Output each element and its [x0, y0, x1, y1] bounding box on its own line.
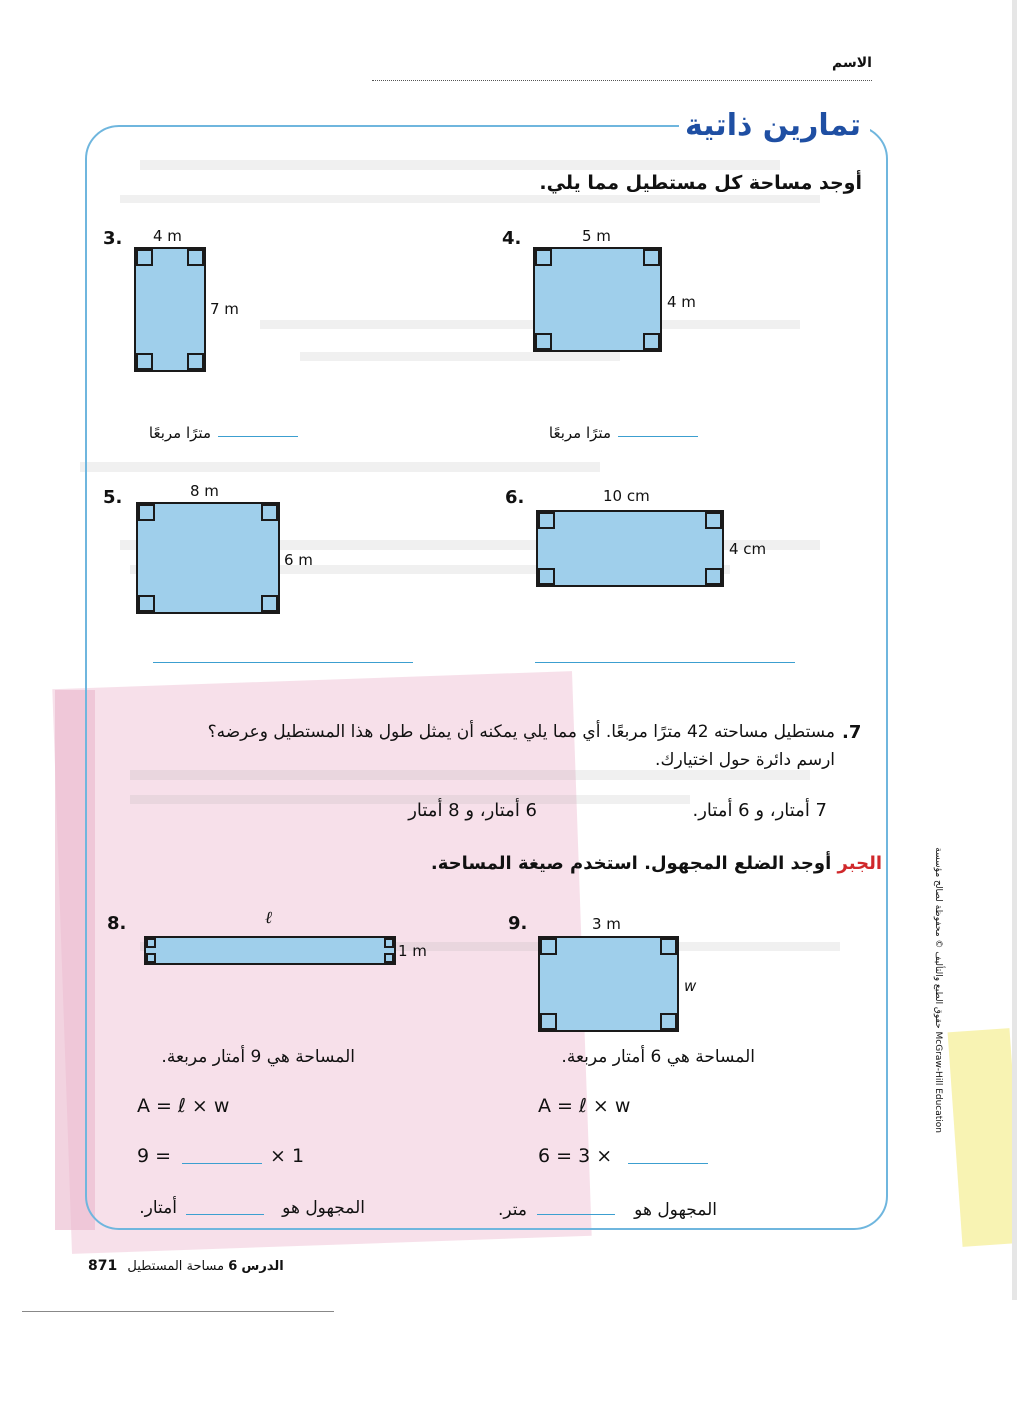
p8-equation-right: × 1	[270, 1145, 305, 1167]
p9-width-label: w	[684, 977, 697, 995]
p8-equation-blank[interactable]	[182, 1163, 262, 1164]
right-angle-mark	[705, 568, 722, 585]
algebra-heading	[431, 853, 882, 874]
problem-number-9: 9.	[508, 913, 528, 934]
right-angle-mark	[146, 953, 156, 963]
p3-unit: مترًا مربعًا	[148, 424, 211, 442]
p9-area-text: المساحة هي 6 أمتار مربعة.	[561, 1047, 755, 1067]
right-angle-mark	[643, 249, 660, 266]
right-angle-mark	[384, 953, 394, 963]
problem-number-5: 5.	[103, 487, 123, 508]
right-angle-mark	[136, 249, 153, 266]
p9-unknown-blank[interactable]	[537, 1214, 615, 1215]
p8-equation-left: 9 =	[137, 1145, 172, 1167]
p8-unknown-label: المجهول هو	[282, 1198, 365, 1218]
right-angle-mark	[538, 512, 555, 529]
lesson-number: 6	[228, 1259, 238, 1274]
right-angle-mark	[660, 938, 677, 955]
algebra-instruction: أوجد الضلع المجهول. استخدم صيغة المساحة.	[430, 853, 832, 874]
problem-number-3: 3.	[103, 228, 123, 249]
p7-question-line2: ارسم دائرة حول اختيارك.	[655, 750, 835, 770]
p8-area-text: المساحة هي 9 أمتار مربعة.	[161, 1047, 355, 1067]
right-scan-edge	[1012, 0, 1017, 1300]
side-credit: McGraw-Hill Education حقوق الطبع والتأليف © محفوظة لصالح مؤسسة	[933, 847, 943, 1133]
right-angle-mark	[138, 504, 155, 521]
lesson-title: مساحة المستطيل	[127, 1259, 225, 1274]
right-angle-mark	[146, 938, 156, 948]
p3-rectangle	[134, 247, 206, 372]
page-footer	[88, 1258, 284, 1274]
p9-equation-blank[interactable]	[628, 1163, 708, 1164]
p7-question-line1: مستطيل مساحته 42 مترًا مربعًا. أي مما يلي يمكنه أن يمثل طول هذا المستطيل وعرضه؟	[207, 722, 835, 742]
p6-height-label: 4 cm	[729, 540, 767, 558]
right-angle-mark	[540, 1013, 557, 1030]
problem-number-4: 4.	[502, 228, 522, 249]
p9-unknown-unit: متر.	[497, 1200, 527, 1220]
p6-rectangle	[536, 510, 724, 587]
right-angle-mark	[136, 353, 153, 370]
right-angle-mark	[643, 333, 660, 350]
instruction: أوجد مساحة كل مستطيل مما يلي.	[539, 172, 862, 194]
section-title: تمارين ذاتية	[679, 108, 867, 143]
lesson-word: الدرس	[241, 1259, 284, 1274]
right-angle-mark	[187, 353, 204, 370]
p6-answer-blank[interactable]	[535, 662, 795, 663]
page-number: 871	[88, 1258, 118, 1274]
p8-width-label: 1 m	[398, 942, 427, 960]
right-angle-mark	[261, 595, 278, 612]
p9-equation-left: 6 = 3 ×	[538, 1145, 613, 1167]
name-label: الاسم	[832, 55, 872, 71]
p4-answer-blank[interactable]	[618, 436, 698, 437]
right-angle-mark	[187, 249, 204, 266]
p8-unknown-unit: أمتار.	[139, 1198, 177, 1218]
p5-rectangle	[136, 502, 280, 614]
footer-rule	[22, 1311, 334, 1312]
p5-answer-blank[interactable]	[153, 662, 413, 663]
problem-number-8: 8.	[107, 913, 127, 934]
yellow-bleed-shape	[948, 1028, 1017, 1247]
problem-number-7: 7.	[842, 722, 862, 743]
p4-width-label: 5 m	[582, 227, 611, 245]
p3-answer-blank[interactable]	[218, 436, 298, 437]
p3-width-label: 4 m	[153, 227, 182, 245]
p8-formula: A = ℓ × w	[137, 1095, 230, 1117]
problem-number-6: 6.	[505, 487, 525, 508]
p4-unit: مترًا مربعًا	[548, 424, 611, 442]
p9-length-label: 3 m	[592, 915, 621, 933]
right-angle-mark	[660, 1013, 677, 1030]
p5-width-label: 8 m	[190, 482, 219, 500]
p8-unknown-blank[interactable]	[186, 1214, 264, 1215]
p7-option-b[interactable]: 6 أمتار، و 8 أمتار	[408, 800, 537, 821]
p9-unknown-label: المجهول هو	[634, 1200, 717, 1220]
p3-height-label: 7 m	[210, 300, 239, 318]
p4-rectangle	[533, 247, 662, 352]
p8-length-label: ℓ	[265, 908, 273, 928]
lesson-label	[127, 1259, 283, 1274]
right-angle-mark	[705, 512, 722, 529]
right-angle-mark	[540, 938, 557, 955]
p5-height-label: 6 m	[284, 551, 313, 569]
right-angle-mark	[261, 504, 278, 521]
right-angle-mark	[384, 938, 394, 948]
p8-rectangle	[144, 936, 396, 965]
p4-height-label: 4 m	[667, 293, 696, 311]
p6-width-label: 10 cm	[603, 487, 650, 505]
right-angle-mark	[138, 595, 155, 612]
name-field[interactable]	[372, 80, 872, 81]
right-angle-mark	[535, 333, 552, 350]
right-angle-mark	[535, 249, 552, 266]
right-angle-mark	[538, 568, 555, 585]
p7-option-a[interactable]: 7 أمتار، و 6 أمتار.	[692, 800, 827, 821]
p9-rectangle	[538, 936, 679, 1032]
algebra-label: الجبر	[837, 853, 882, 874]
p9-formula: A = ℓ × w	[538, 1095, 631, 1117]
